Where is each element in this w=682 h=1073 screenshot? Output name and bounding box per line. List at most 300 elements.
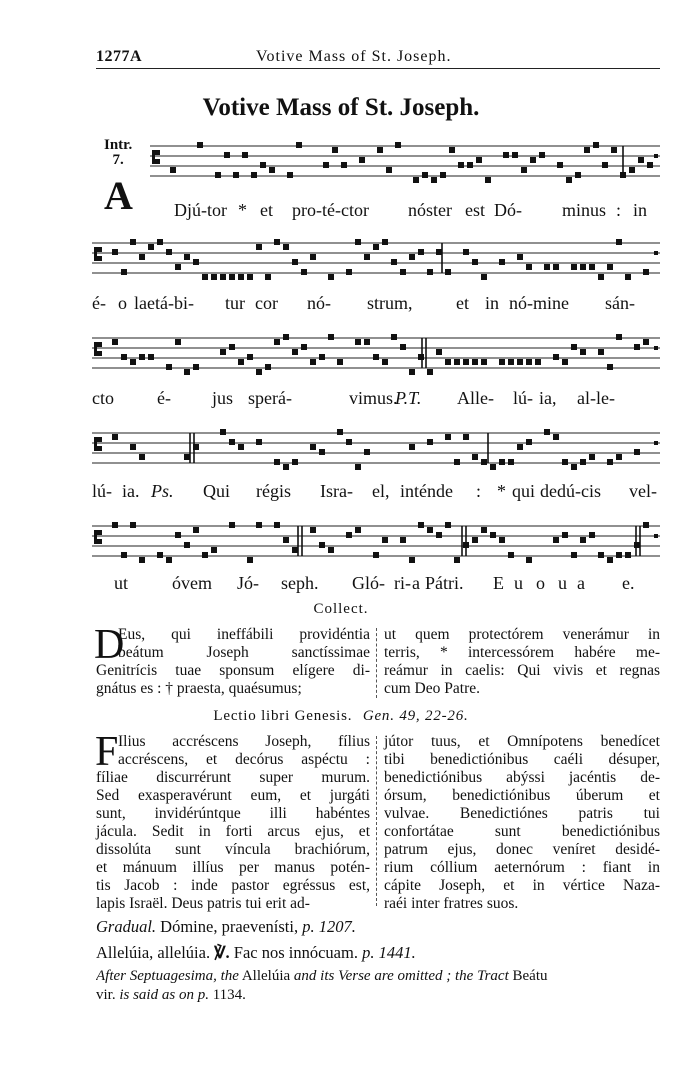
neume	[337, 359, 343, 365]
alleluia-line	[96, 943, 416, 963]
neume	[602, 162, 608, 168]
chant-staff-4	[92, 425, 660, 473]
neume	[409, 444, 415, 450]
neume	[445, 434, 451, 440]
neume	[238, 444, 244, 450]
lyric-word: óvem	[172, 573, 212, 593]
neume	[643, 339, 649, 345]
neume	[157, 552, 163, 558]
neume	[355, 339, 361, 345]
neume	[643, 269, 649, 275]
rubric-text-g: p.	[197, 987, 209, 1003]
lyric-word: qui	[512, 481, 536, 501]
neume	[220, 274, 226, 280]
clef-mark	[97, 342, 102, 347]
neume	[139, 354, 145, 360]
neume	[382, 359, 388, 365]
neume	[472, 454, 478, 460]
neume	[301, 269, 307, 275]
neume	[400, 269, 406, 275]
lyric-word: cor	[255, 293, 278, 313]
lyric-word: E	[493, 573, 504, 593]
neume	[355, 527, 361, 533]
neume	[634, 542, 640, 548]
neume	[332, 147, 338, 153]
lyric-word: Gló-	[352, 573, 385, 593]
neume	[220, 349, 226, 355]
neume	[211, 547, 217, 553]
lyric-word: o	[536, 573, 545, 593]
neume	[184, 254, 190, 260]
text-line: reámur in caelis: Qui vivis et regnas	[384, 662, 660, 679]
neume	[310, 254, 316, 260]
neume	[274, 239, 280, 245]
neume	[481, 459, 487, 465]
neume	[499, 537, 505, 543]
neume	[427, 369, 433, 375]
neume	[328, 274, 334, 280]
neume	[607, 557, 613, 563]
neume	[251, 172, 257, 178]
neume	[611, 147, 617, 153]
clef-mark	[97, 351, 102, 356]
neume	[323, 162, 329, 168]
custos	[654, 251, 658, 255]
clef-mark	[97, 256, 102, 261]
lyric-word: Dó-	[494, 200, 522, 220]
lyric-word: strum,	[367, 293, 413, 313]
neume	[589, 264, 595, 270]
neume	[512, 152, 518, 158]
neume	[638, 157, 644, 163]
neume	[620, 172, 626, 178]
chant-staff-1	[150, 138, 660, 186]
chant-lyrics-5	[92, 573, 660, 595]
lesson-heading	[0, 708, 682, 725]
text-line: cápite Joseph, et in vértice Naza-	[384, 877, 660, 894]
text-line: fíliae discurrérunt super murum.	[96, 769, 370, 786]
neume	[454, 359, 460, 365]
clef-mark	[97, 437, 102, 442]
neume	[247, 557, 253, 563]
clef-mark	[94, 342, 97, 356]
lyric-word: :	[476, 481, 482, 501]
neume	[427, 269, 433, 275]
neume	[148, 354, 154, 360]
neume	[472, 537, 478, 543]
neume	[508, 459, 514, 465]
neume	[418, 249, 424, 255]
neume	[526, 557, 532, 563]
neume	[328, 547, 334, 553]
introit-label-mode: 7.	[112, 152, 124, 168]
lyric-word: u	[514, 573, 523, 593]
chant-staff-3	[92, 330, 660, 378]
neume	[553, 434, 559, 440]
custos	[654, 346, 658, 350]
neume	[526, 439, 532, 445]
lyric-word: nó-	[307, 293, 331, 313]
neume	[310, 444, 316, 450]
neume	[301, 344, 307, 350]
neume	[341, 162, 347, 168]
text-line: Eus, qui ineffábili providéntia	[118, 626, 370, 643]
neume	[521, 167, 527, 173]
neume	[238, 274, 244, 280]
neume	[647, 162, 653, 168]
lesson-dropcap: F	[95, 729, 119, 775]
neume	[242, 152, 248, 158]
neume	[584, 147, 590, 153]
text-line: rium cóllium aeternórum : fiant in	[384, 859, 660, 876]
lyric-word: est	[465, 200, 485, 220]
neume	[170, 167, 176, 173]
lyric-word: et	[456, 293, 469, 313]
lyric-word: Isra-	[320, 481, 353, 501]
lyric-word: ut	[114, 573, 129, 593]
neume	[607, 364, 613, 370]
neume	[580, 349, 586, 355]
neume	[580, 264, 586, 270]
chant-lyrics-1	[92, 200, 660, 222]
neume	[373, 354, 379, 360]
neume	[607, 264, 613, 270]
versicle-sign: ℣.	[214, 943, 230, 962]
neume	[467, 162, 473, 168]
gradual-label: Gradual.	[96, 917, 157, 936]
text-line: ut quem protectórem venerámur in	[384, 626, 660, 643]
collect-right-column	[384, 626, 660, 698]
neume	[499, 259, 505, 265]
neume	[265, 274, 271, 280]
lyric-word: *	[497, 481, 506, 501]
lyric-word: a	[412, 573, 420, 593]
neume	[121, 269, 127, 275]
neume	[463, 249, 469, 255]
neume	[463, 434, 469, 440]
text-line: cum Deo Patre.	[384, 680, 480, 697]
alleluia-text: Allelúia, allelúia.	[96, 943, 211, 962]
lyric-word: in	[633, 200, 648, 220]
collect-dropcap: D	[94, 622, 125, 668]
neume	[454, 557, 460, 563]
rubric-text-f: is said as on	[119, 987, 194, 1003]
neume	[256, 439, 262, 445]
neume	[575, 172, 581, 178]
neume	[481, 527, 487, 533]
text-line: beátum Joseph sanctíssimae	[118, 644, 370, 661]
lyric-word: Qui	[203, 481, 230, 501]
page-title: Votive Mass of St. Joseph.	[202, 94, 480, 121]
neume	[634, 344, 640, 350]
neume	[139, 254, 145, 260]
neume	[427, 439, 433, 445]
running-head	[96, 48, 660, 69]
neume	[382, 239, 388, 245]
neume	[382, 537, 388, 543]
neume	[166, 249, 172, 255]
neume	[229, 439, 235, 445]
neume	[319, 542, 325, 548]
neume	[319, 449, 325, 455]
neume	[197, 142, 203, 148]
neume	[139, 557, 145, 563]
neume	[490, 464, 496, 470]
neume	[508, 359, 514, 365]
lyric-word: cto	[92, 388, 114, 408]
neume	[292, 547, 298, 553]
neume	[571, 552, 577, 558]
lyric-word: dedú-cis	[540, 481, 601, 501]
neume	[184, 542, 190, 548]
neume	[553, 537, 559, 543]
neume	[422, 172, 428, 178]
neume	[535, 359, 541, 365]
neume	[148, 244, 154, 250]
neume	[445, 522, 451, 528]
neume	[220, 429, 226, 435]
collect-left-column	[94, 622, 370, 698]
neume	[202, 274, 208, 280]
neume	[287, 172, 293, 178]
neume	[364, 254, 370, 260]
neume	[364, 449, 370, 455]
neume	[445, 269, 451, 275]
neume	[418, 522, 424, 528]
neume	[175, 339, 181, 345]
lyric-word: sperá-	[248, 388, 292, 408]
neume	[589, 454, 595, 460]
lyric-word: laetá-bi-	[134, 293, 194, 313]
neume	[436, 532, 442, 538]
neume	[112, 522, 118, 528]
neume	[503, 152, 509, 158]
custos	[654, 441, 658, 445]
neume	[373, 552, 379, 558]
neume	[598, 552, 604, 558]
neume	[256, 244, 262, 250]
neume	[643, 522, 649, 528]
lyric-word: Pátri.	[425, 573, 464, 593]
neume	[409, 369, 415, 375]
neume	[580, 459, 586, 465]
rubric-text-a: After Septuagesima, the	[96, 968, 239, 984]
neume	[193, 364, 199, 370]
neume	[292, 349, 298, 355]
neume	[544, 264, 550, 270]
neume	[598, 349, 604, 355]
lyric-word: régis	[256, 481, 291, 501]
alleluia-verse: Fac nos innócuam.	[233, 943, 358, 962]
lyric-word: e.	[622, 573, 635, 593]
neume	[386, 167, 392, 173]
clef-mark	[94, 437, 97, 451]
neume	[355, 464, 361, 470]
rubric-line-1	[96, 968, 664, 985]
lyric-word: a	[577, 573, 585, 593]
neume	[391, 259, 397, 265]
rubric-line-2	[96, 987, 246, 1004]
lyric-word: jus	[212, 388, 234, 408]
neume	[215, 172, 221, 178]
rubric-text-b: Allelúia	[241, 968, 291, 984]
lyric-word: nóster	[408, 200, 452, 220]
neume	[562, 359, 568, 365]
text-line: vulvae. Benedictiónes patris tui	[384, 805, 660, 822]
neume	[517, 444, 523, 450]
clef-mark	[94, 530, 97, 544]
neume	[346, 439, 352, 445]
neume	[571, 264, 577, 270]
neume	[166, 557, 172, 563]
clef-mark	[155, 150, 160, 155]
neume	[530, 157, 536, 163]
rubric-text-e: vir.	[96, 987, 116, 1003]
neume	[593, 142, 599, 148]
neume	[571, 344, 577, 350]
neume	[193, 444, 199, 450]
lesson-left-column	[95, 729, 370, 913]
neume	[580, 537, 586, 543]
introit-label	[104, 138, 132, 168]
neume	[224, 152, 230, 158]
lyric-word: ia.	[122, 481, 140, 501]
neume	[359, 157, 365, 163]
neume	[193, 259, 199, 265]
clef-mark	[94, 247, 97, 261]
neume	[283, 537, 289, 543]
clef-mark	[155, 159, 160, 164]
neume	[184, 369, 190, 375]
neume	[598, 274, 604, 280]
lyric-word: minus	[562, 200, 607, 220]
lyric-word: Alle-	[457, 388, 494, 408]
neume	[130, 239, 136, 245]
neume	[607, 459, 613, 465]
clef-mark	[97, 539, 102, 544]
lyric-word: el,	[372, 481, 390, 501]
text-line: tis Jacob : inde pastor egréssus est,	[96, 877, 370, 894]
neume	[346, 532, 352, 538]
lyric-word: sán-	[605, 293, 635, 313]
lyric-word: lú-	[513, 388, 533, 408]
lesson-right-column	[384, 733, 660, 913]
text-line: dissolúta sunt víncula brachiórum,	[96, 841, 370, 858]
neume	[472, 259, 478, 265]
neume	[112, 249, 118, 255]
neume	[427, 527, 433, 533]
clef-mark	[97, 247, 102, 252]
text-line: Sed exasperavérunt eum, et jurgáti	[96, 787, 370, 804]
neume	[364, 339, 370, 345]
chant-staff-5	[92, 518, 660, 566]
text-line: jácula. Sedit in forti arcus ejus, et	[96, 823, 370, 840]
lyric-word: Djú-tor	[174, 200, 227, 220]
neume	[526, 359, 532, 365]
neume	[553, 264, 559, 270]
neume	[445, 359, 451, 365]
neume	[229, 344, 235, 350]
neume	[373, 244, 379, 250]
neume	[571, 464, 577, 470]
gradual-text: Dómine, praevenísti,	[160, 917, 299, 936]
neume	[629, 167, 635, 173]
lyric-word: pro-té-ctor	[292, 200, 369, 220]
gradual-line	[96, 917, 356, 937]
clef-mark	[97, 446, 102, 451]
running-title: Votive Mass of St. Joseph.	[256, 48, 452, 65]
neume	[409, 557, 415, 563]
text-line: sunt, invidérúntque illi habéntes	[96, 805, 370, 822]
neume	[472, 359, 478, 365]
page-number: 1277A	[96, 48, 143, 65]
rubric-text-d: Beátu	[512, 968, 548, 984]
neume	[395, 142, 401, 148]
neume	[355, 239, 361, 245]
neume	[175, 532, 181, 538]
neume	[481, 274, 487, 280]
neume	[463, 542, 469, 548]
column-divider	[376, 736, 377, 906]
neume	[292, 259, 298, 265]
chant-lyrics-4	[92, 481, 660, 503]
neume	[436, 249, 442, 255]
gradual-page: p. 1207.	[302, 917, 356, 936]
neume	[292, 459, 298, 465]
neume	[625, 552, 631, 558]
neume	[517, 359, 523, 365]
lyric-word: in	[485, 293, 500, 313]
neume	[616, 552, 622, 558]
neume	[283, 244, 289, 250]
lyric-word: vimus.	[349, 388, 398, 408]
neume	[274, 522, 280, 528]
neume	[589, 532, 595, 538]
custos	[654, 154, 658, 158]
text-line: Ilius accréscens Joseph, fílius	[118, 733, 370, 750]
neume	[499, 359, 505, 365]
neume	[566, 177, 572, 183]
neume	[274, 339, 280, 345]
neume	[517, 254, 523, 260]
lesson-reference: Gen. 49, 22-26.	[362, 708, 469, 724]
neume	[193, 527, 199, 533]
neume	[463, 359, 469, 365]
column-divider	[376, 628, 377, 698]
neume	[283, 334, 289, 340]
neume	[130, 359, 136, 365]
lyric-word: Jó-	[237, 573, 259, 593]
text-line: lapis Israël. Deus patris tui erit ad-	[96, 895, 310, 912]
clef-mark	[152, 150, 155, 164]
text-line: raéi inter fratres suos.	[384, 895, 519, 912]
neume	[296, 142, 302, 148]
text-line: benedictiónibus abýssi jacéntis de-	[384, 769, 660, 786]
neume	[229, 522, 235, 528]
lyric-word: nó-mine	[509, 293, 569, 313]
alleluia-page: p. 1441.	[362, 943, 416, 962]
chant-lyrics-3	[92, 388, 660, 410]
neume	[616, 454, 622, 460]
lyric-word: P.T.	[395, 388, 422, 408]
neume	[562, 532, 568, 538]
neume	[166, 364, 172, 370]
neume	[283, 464, 289, 470]
text-line: et mánuum illíus per manus potén-	[96, 859, 370, 876]
neume	[112, 339, 118, 345]
neume	[544, 429, 550, 435]
neume	[233, 172, 239, 178]
